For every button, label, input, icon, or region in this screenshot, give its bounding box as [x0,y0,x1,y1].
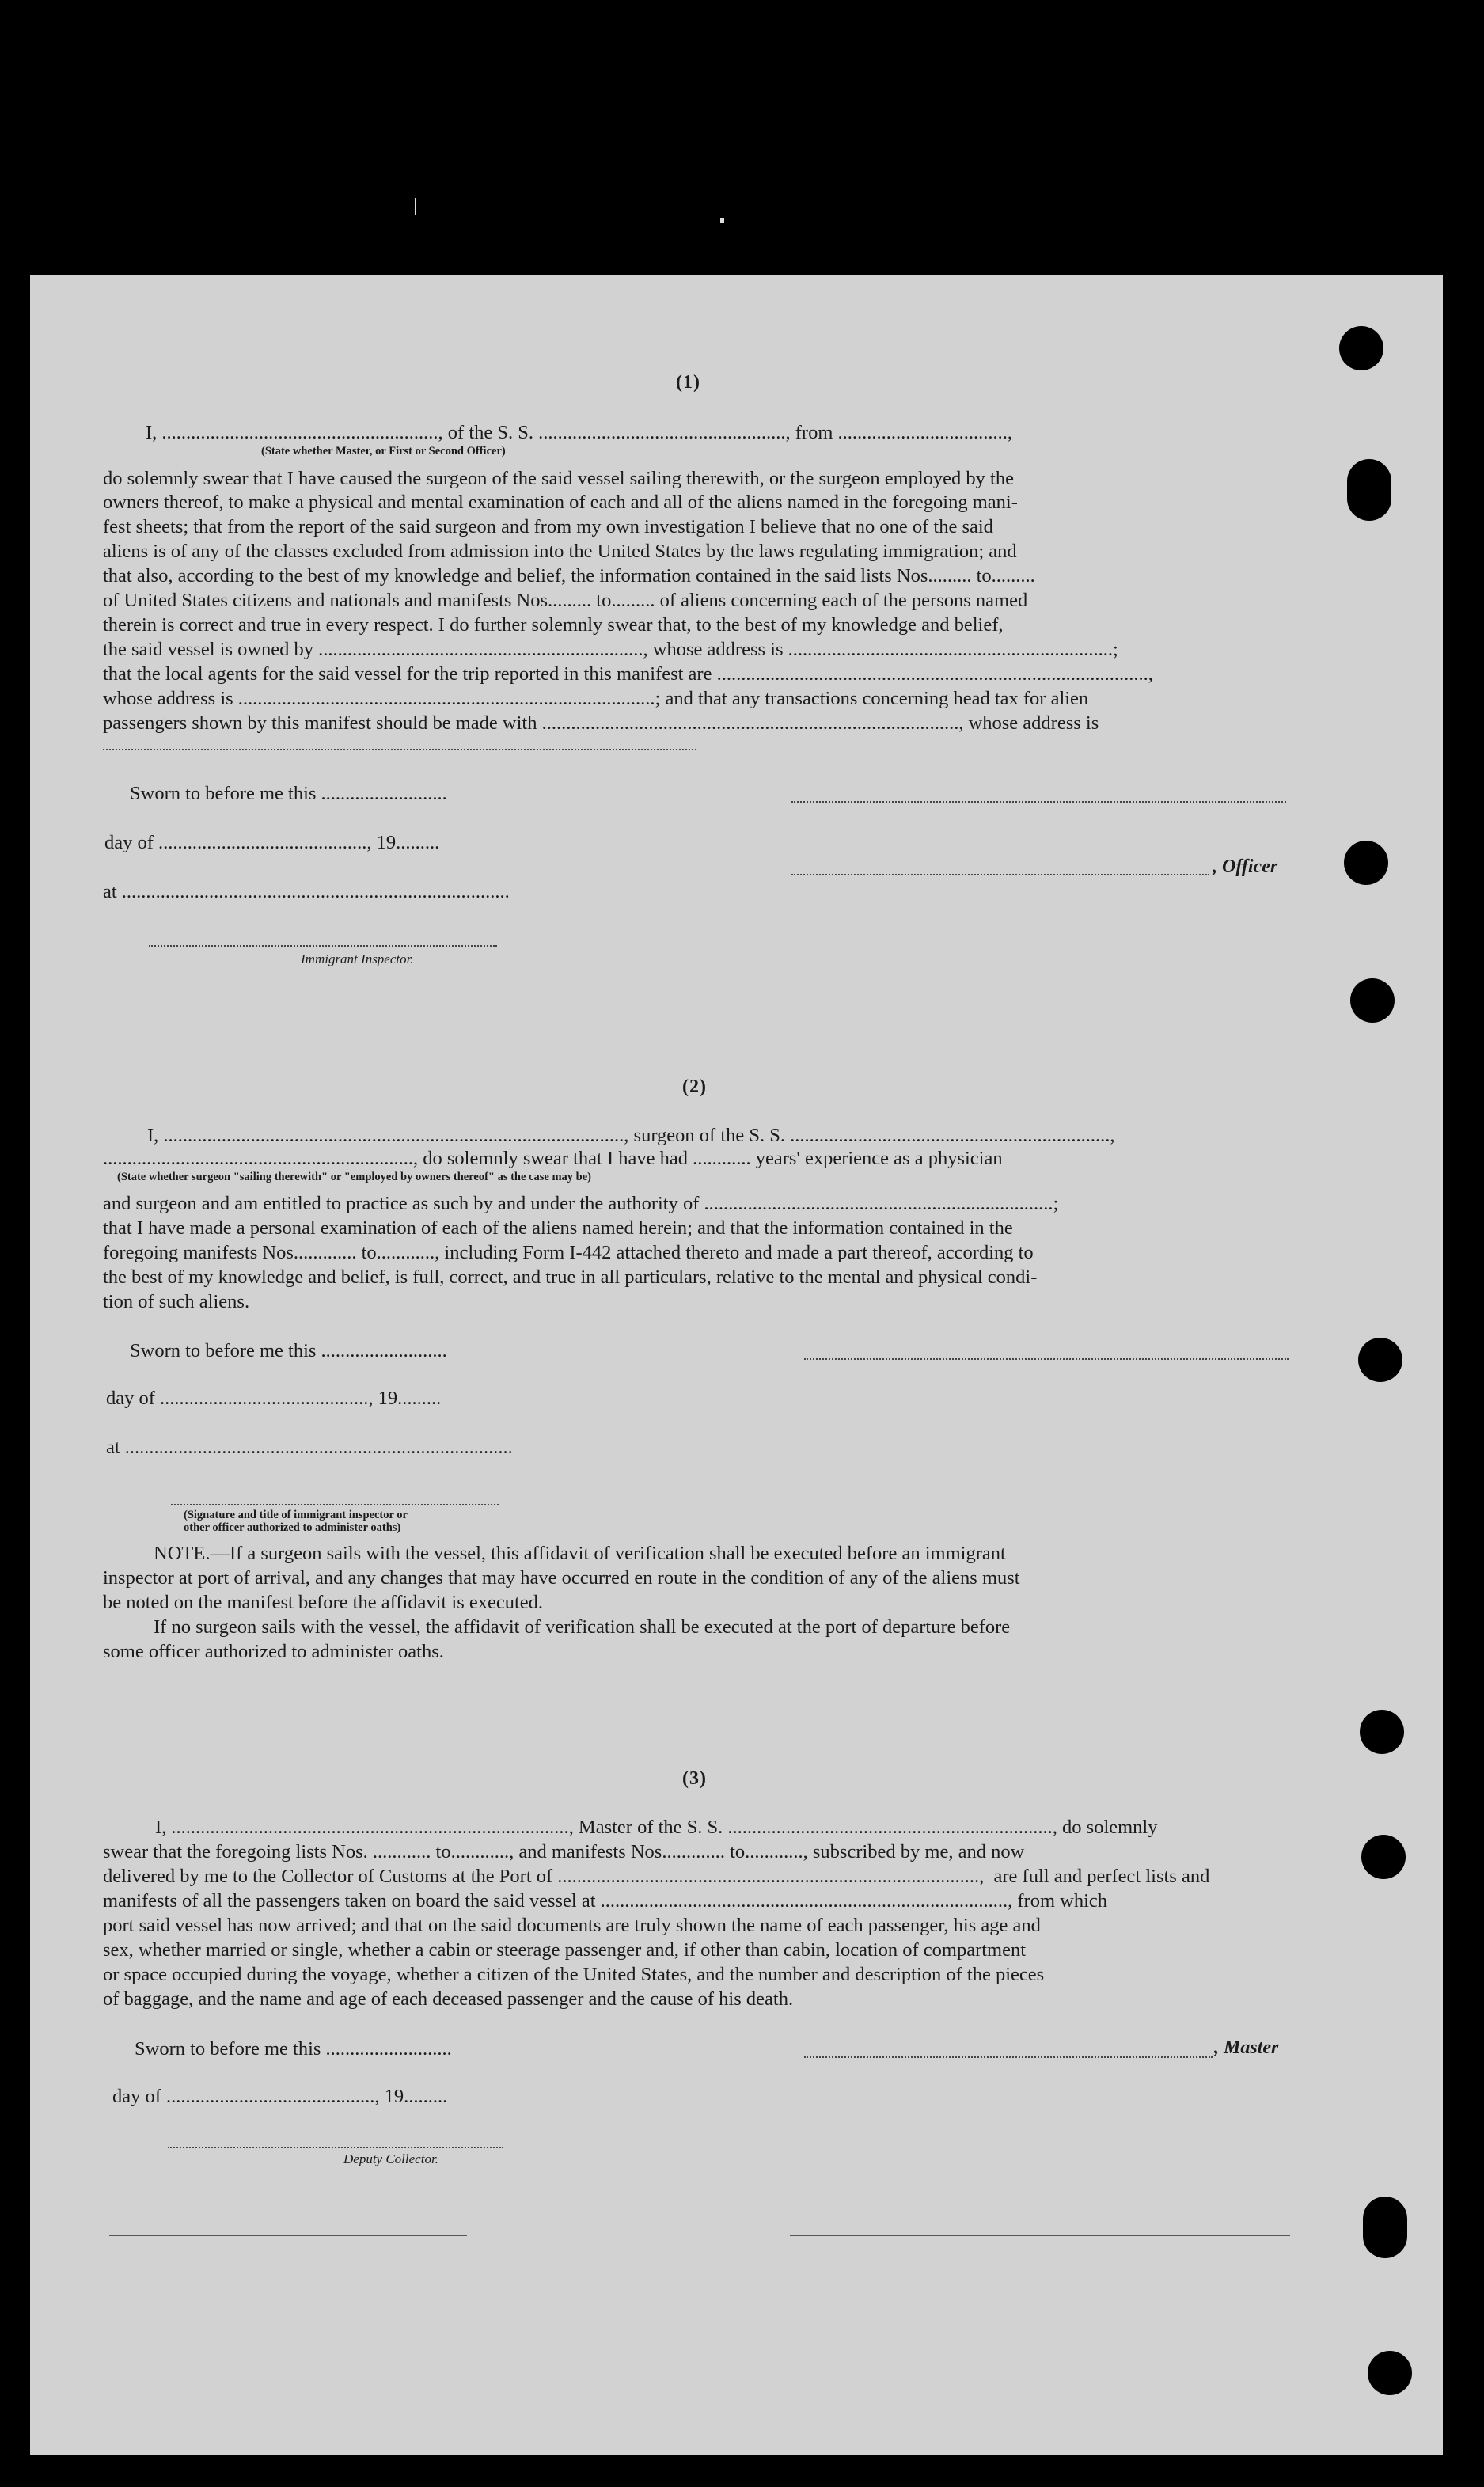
section-1-line: the said vessel is owned by ..................................................................., whose address is ...................................................................; [103,639,1118,660]
section-1-line: of United States citizens and nationals and manifests Nos......... to......... of aliens concerning each of the persons named [103,590,1028,611]
officer-signature-line [791,874,1209,875]
surgeon-type-note: (State whether surgeon "sailing therewith" or "employed by owners thereof" as the case may be) [117,1171,591,1183]
section-3-line: I, .................................................................................., Master of the S. S. ..................................................................., do solemnly [155,1817,1158,1838]
section-3-line: or space occupied during the voyage, whether a citizen of the United States, and the number and description of the pieces [103,1964,1045,1985]
section-1-line: that also, according to the best of my knowledge and belief, the information contained in the said lists Nos......... to......... [103,565,1035,587]
sworn-day-text: day of ..........................................., 19......... [104,832,440,853]
section-1-heading: (1) [676,372,700,393]
signature-title-note: other officer authorized to administer oaths) [184,1521,401,1534]
officer-label: , Officer [1213,856,1278,877]
punch-hole [1363,2197,1407,2258]
punch-hole [1358,1338,1402,1382]
sworn-before-text: Sworn to before me this .......................... [130,1340,447,1361]
section-3-line: of baggage, and the name and age of each deceased passenger and the cause of his death. [103,1988,794,2010]
section-1-line: aliens is of any of the classes excluded from admission into the United States by the laws regulating immigration; and [103,541,1017,562]
collector-signature-line [168,2147,503,2148]
punch-hole [1344,841,1388,885]
dust-speck [720,218,724,223]
section-1-line: therein is correct and true in every respect. I do further solemnly swear that, to the best of my knowledge and belief, [103,614,1004,636]
section-3-heading: (3) [682,1768,707,1789]
officer-signature-line-top [791,801,1286,803]
section-1-line: that the local agents for the said vessel for the trip reported in this manifest are ........................................................................................., [103,663,1153,685]
section-2-line: and surgeon and am entitled to practice as such by and under the authority of ........................................................................; [103,1193,1059,1214]
section-2-line: the best of my knowledge and belief, is full, correct, and true in all particulars, relative to the mental and physical condi- [103,1266,1038,1288]
inspector-signature-line [149,945,497,947]
note-line: If no surgeon sails with the vessel, the affidavit of verification shall be executed at the port of departure before [154,1616,1011,1638]
punch-hole [1350,978,1395,1023]
sworn-day-text: day of ..........................................., 19......... [106,1388,442,1409]
section-1-line: I, ........................................................., of the S. S. ..................................................., from ..................................., [146,422,1012,443]
section-3-line: delivered by me to the Collector of Customs at the Port of ......................................................................................., are full and perfect lists and [103,1866,1210,1887]
punch-hole [1347,459,1391,521]
bottom-rule-right [790,2235,1290,2236]
note-line: be noted on the manifest before the affidavit is executed. [103,1592,544,1613]
section-2-line: that I have made a personal examination of each of the aliens named herein; and that the information contained in the [103,1217,1013,1239]
section-2-line: tion of such aliens. [103,1291,250,1312]
immigrant-inspector-label: Immigrant Inspector. [301,951,414,966]
note-line: inspector at port of arrival, and any changes that may have occurred en route in the condition of any of the aliens must [103,1567,1020,1589]
section-1-line: fest sheets; that from the report of the said surgeon and from my own investigation I believe that no one of the said [103,516,993,537]
section-3-line: sex, whether married or single, whether a cabin or steerage passenger and, if other than cabin, location of compartment [103,1939,1027,1961]
punch-hole [1339,326,1383,370]
note-line: NOTE.—If a surgeon sails with the vessel, this affidavit of verification shall be executed before an immigrant [154,1543,1006,1564]
section-1-line: owners thereof, to make a physical and mental examination of each and all of the aliens named in the foregoing mani- [103,492,1018,513]
section-1-line: do solemnly swear that I have caused the surgeon of the said vessel sailing therewith, or the surgeon employed by the [103,468,1014,489]
section-2-heading: (2) [682,1076,707,1097]
section-3-line: port said vessel has now arrived; and that on the said documents are truly shown the name of each passenger, his age and [103,1915,1041,1936]
punch-hole [1368,2351,1412,2395]
sworn-day-text: day of ..........................................., 19......... [112,2086,448,2107]
sworn-before-text: Sworn to before me this .......................... [135,2038,452,2060]
section-3-line: manifests of all the passengers taken on board the said vessel at ...................................................................................., from which [103,1890,1108,1912]
bottom-rule-left [109,2235,467,2236]
punch-hole [1360,1710,1404,1754]
master-signature-line [804,2056,1213,2058]
section-1-line: whose address is ......................................................................................; and that any transactions concerning head tax for alien [103,688,1089,709]
section-2-line: foregoing manifests Nos............. to............, including Form I-442 attached thereto and made a part thereof, according to [103,1242,1034,1263]
inspector-signature-line [171,1504,499,1505]
dust-speck [415,198,416,215]
section-3-line: swear that the foregoing lists Nos. ............ to............, and manifests Nos............. to............, subscribed by me, and now [103,1841,1025,1862]
address-continuation-line [103,749,696,750]
sworn-at-text: at ................................................................................ [103,881,510,902]
signature-title-note: (Signature and title of immigrant inspector or [184,1509,408,1521]
officer-rank-note: (State whether Master, or First or Second Officer) [261,445,506,458]
section-1-line: passengers shown by this manifest should be made with ......................................................................................, whose address is [103,712,1099,734]
sworn-before-text: Sworn to before me this .......................... [130,783,447,804]
punch-hole [1361,1835,1406,1879]
deputy-collector-label: Deputy Collector. [343,2151,438,2166]
surgeon-signature-line [804,1358,1289,1360]
sworn-at-text: at ................................................................................ [106,1437,513,1458]
master-label: , Master [1214,2037,1279,2058]
section-2-line: ................................................................, do solemnly swear that I have had ............ years' experience as a physician [103,1148,1003,1169]
note-line: some officer authorized to administer oaths. [103,1641,444,1662]
section-2-line: I, ..............................................................................................., surgeon of the S. S. .................................................................., [147,1125,1115,1146]
